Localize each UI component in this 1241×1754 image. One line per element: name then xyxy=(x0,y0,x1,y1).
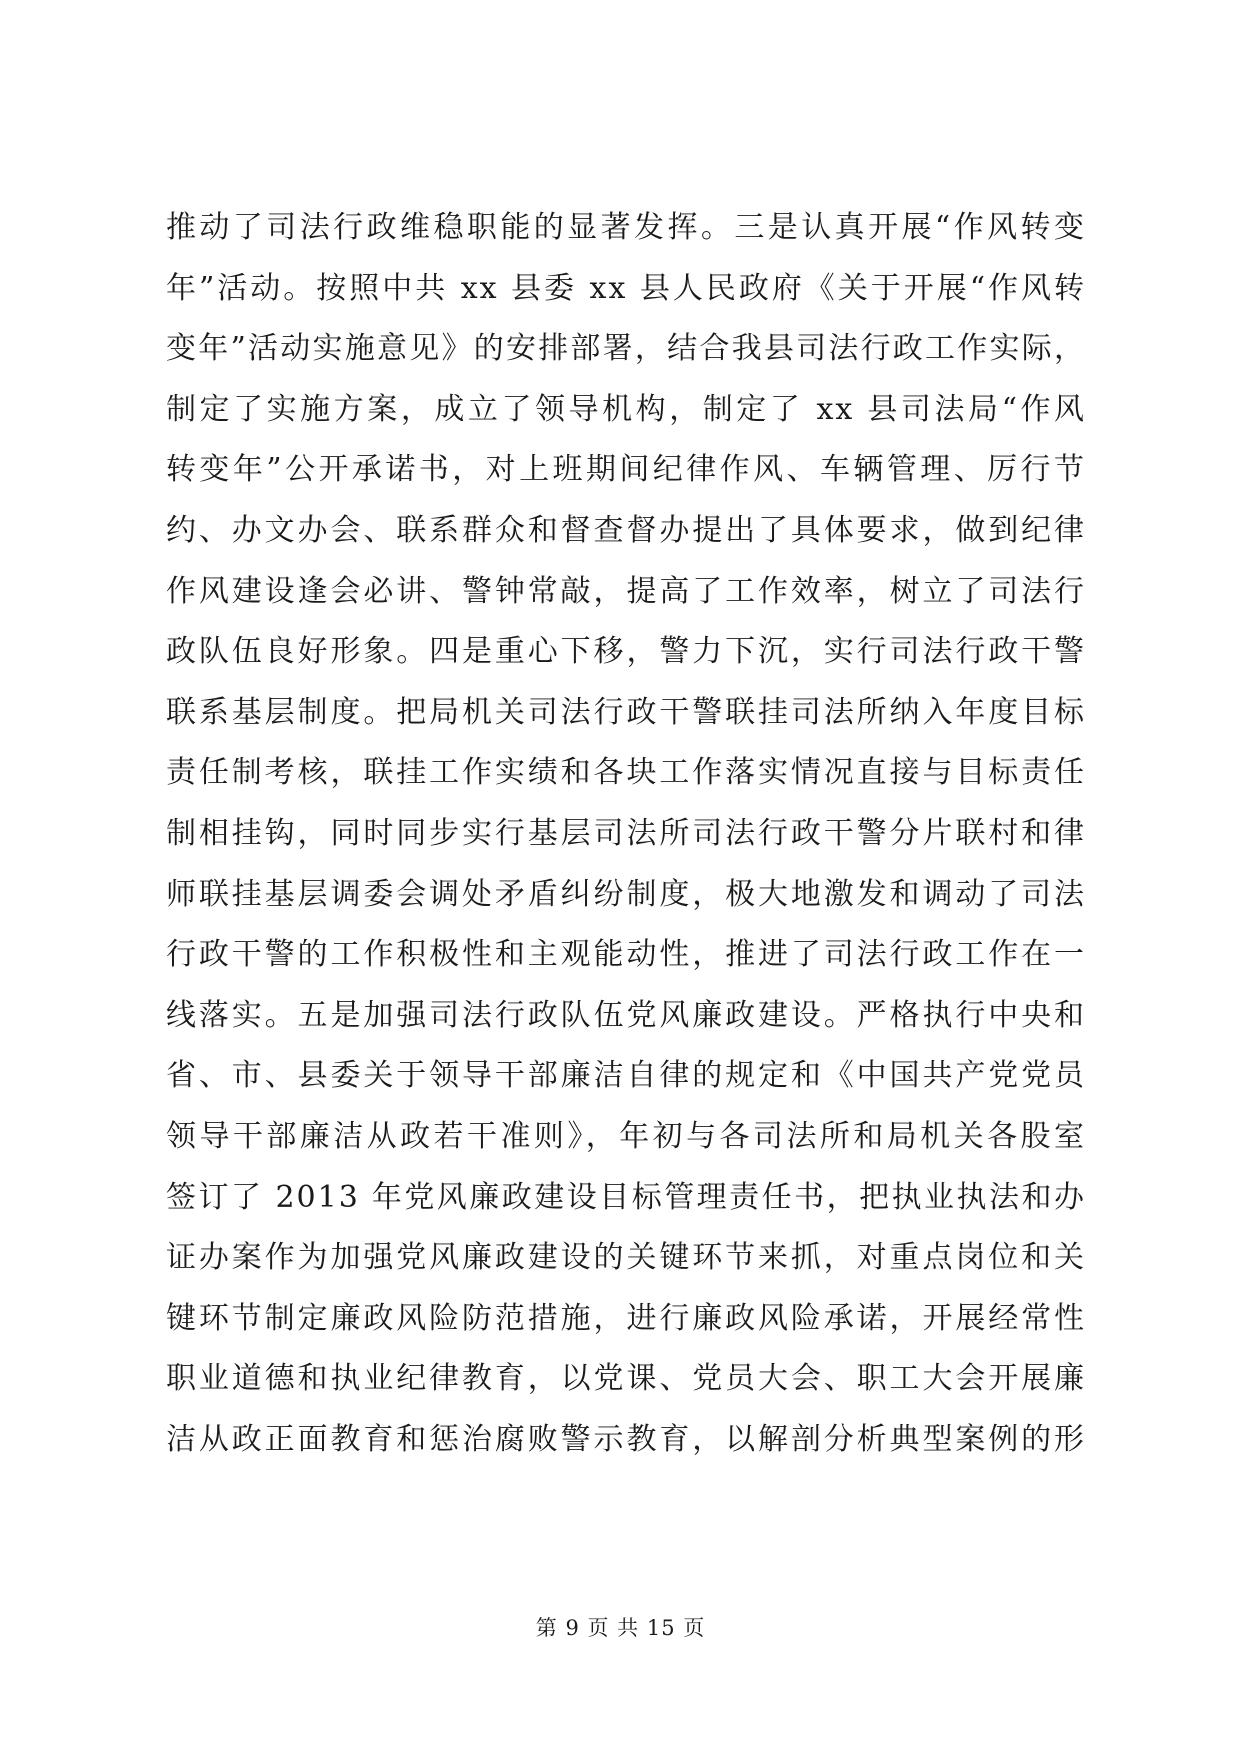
page-footer: 第 9 页 共 15 页 xyxy=(535,1616,706,1640)
text-line: 年”活动。按照中共 xx 县委 xx 县人民政府《关于开展“作风转 xyxy=(166,270,1086,306)
text-line: 证办案作为加强党风廉政建设的关键环节来抓，对重点岗位和关 xyxy=(166,1240,1086,1276)
text-line: 洁从政正面教育和惩治腐败警示教育，以解剖分析典型案例的形 xyxy=(166,1421,1086,1457)
text-line: 行政干警的工作积极性和主观能动性，推进了司法行政工作在一 xyxy=(166,937,1086,973)
text-line: 转变年”公开承诺书，对上班期间纪律作风、车辆管理、厉行节 xyxy=(166,452,1086,488)
text-line: 联系基层制度。把局机关司法行政干警联挂司法所纳入年度目标 xyxy=(166,694,1086,730)
text-line: 责任制考核，联挂工作实绩和各块工作落实情况直接与目标责任 xyxy=(166,755,1086,791)
text-line: 制相挂钩，同时同步实行基层司法所司法行政干警分片联村和律 xyxy=(166,815,1086,851)
text-line: 键环节制定廉政风险防范措施，进行廉政风险承诺，开展经常性 xyxy=(166,1300,1086,1336)
text-line: 制定了实施方案，成立了领导机构，制定了 xx 县司法局“作风 xyxy=(166,391,1086,427)
text-line: 推动了司法行政维稳职能的显著发挥。三是认真开展“作风转变 xyxy=(166,210,1086,245)
body-text xyxy=(166,198,1086,1470)
text-line: 省、市、县委关于领导干部廉洁自律的规定和《中国共产党党员 xyxy=(166,1058,1086,1094)
text-line: 师联挂基层调委会调处矛盾纠纷制度，极大地激发和调动了司法 xyxy=(166,876,1086,912)
text-line: 领导干部廉洁从政若干准则》，年初与各司法所和局机关各股室 xyxy=(166,1118,1086,1154)
text-line: 作风建设逢会必讲、警钟常敲，提高了工作效率，树立了司法行 xyxy=(166,573,1086,609)
text-line: 职业道德和执业纪律教育，以党课、党员大会、职工大会开展廉 xyxy=(166,1361,1086,1397)
text-line: 约、办文办会、联系群众和督查督办提出了具体要求，做到纪律 xyxy=(166,512,1086,548)
text-line: 变年”活动实施意见》的安排部署，结合我县司法行政工作实际， xyxy=(166,331,1086,367)
text-line: 线落实。五是加强司法行政队伍党风廉政建设。严格执行中央和 xyxy=(166,997,1086,1033)
text-line: 政队伍良好形象。四是重心下移，警力下沉，实行司法行政干警 xyxy=(166,634,1086,670)
text-line: 签订了 2013 年党风廉政建设目标管理责任书，把执业执法和办 xyxy=(166,1179,1086,1215)
